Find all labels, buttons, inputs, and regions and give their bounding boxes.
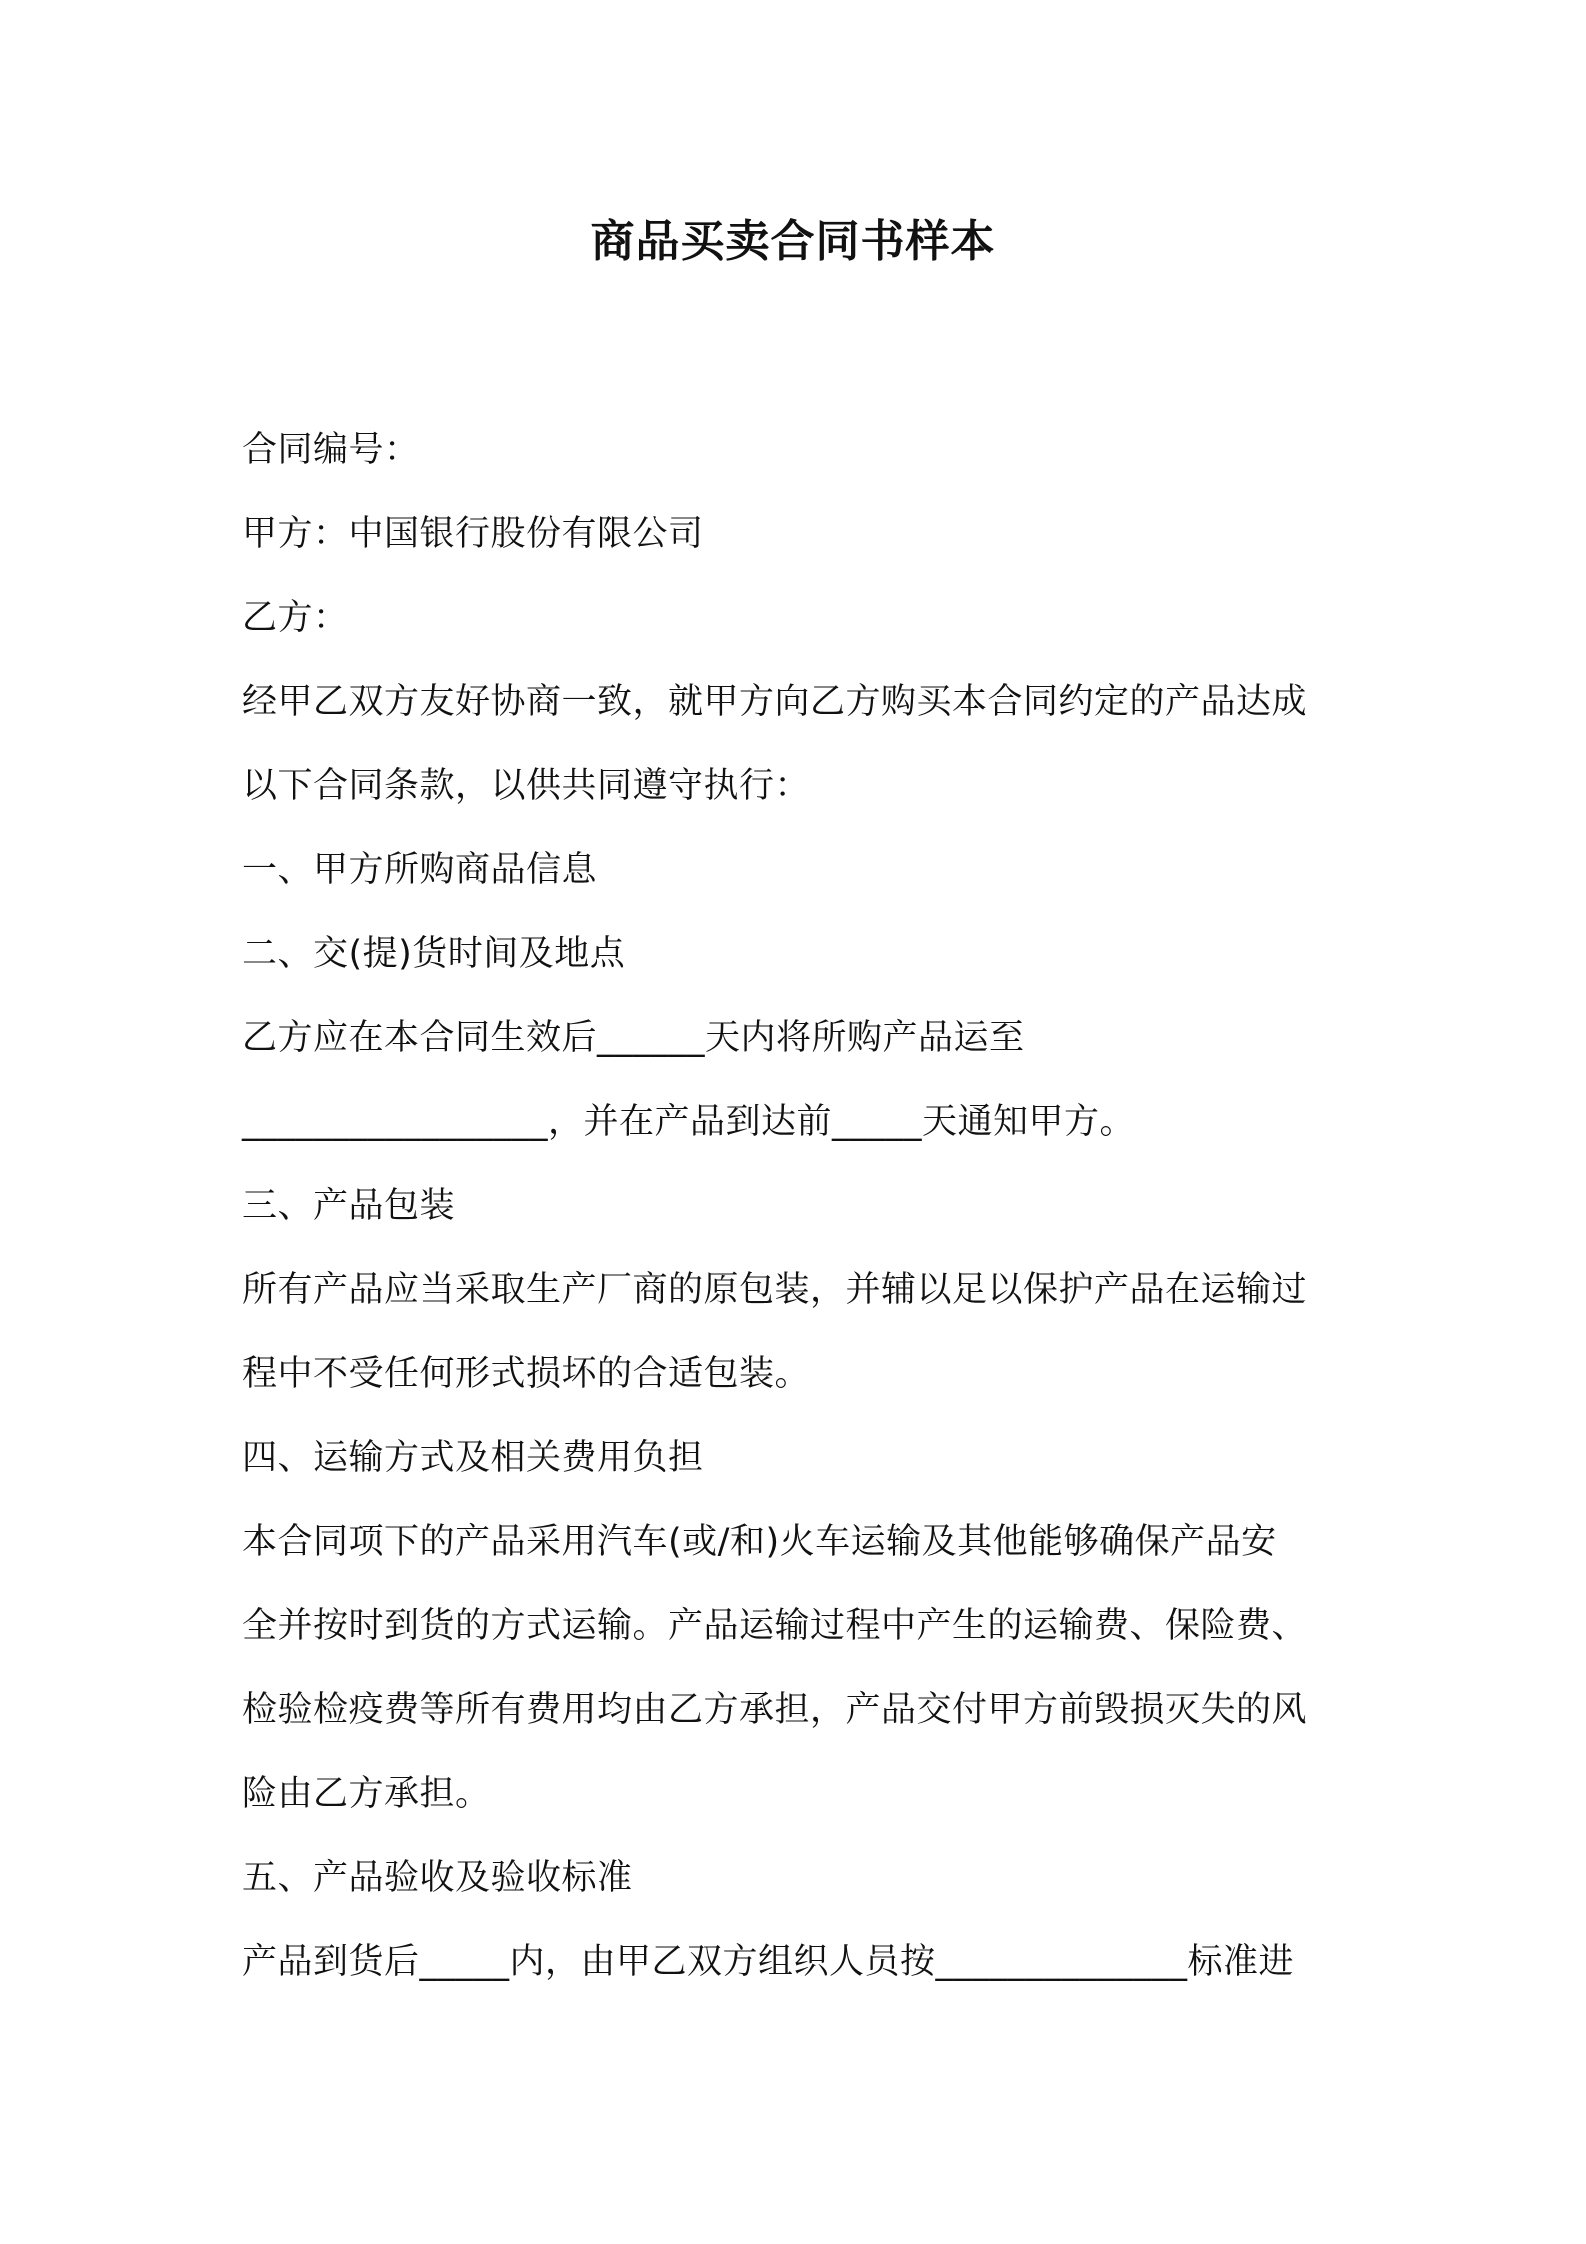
party-b-line: 乙方： xyxy=(242,598,349,638)
section-5-heading: 五、产品验收及验收标准 xyxy=(242,1858,633,1898)
preamble-line-2: 以下合同条款，以供共同遵守执行： xyxy=(242,766,811,806)
preamble-line-1: 经甲乙双方友好协商一致，就甲方向乙方购买本合同约定的产品达成 xyxy=(242,682,1308,722)
section-5-line-1: 产品到货后_____内，由甲乙双方组织人员按______________标准进 xyxy=(242,1942,1295,1982)
section-4-line-2: 全并按时到货的方式运输。产品运输过程中产生的运输费、保险费、 xyxy=(242,1606,1308,1646)
section-1-heading: 一、甲方所购商品信息 xyxy=(242,850,598,890)
section-3-line-2: 程中不受任何形式损坏的合适包装。 xyxy=(242,1354,811,1394)
party-a-line: 甲方：中国银行股份有限公司 xyxy=(242,514,704,554)
section-4-line-3: 检验检疫费等所有费用均由乙方承担，产品交付甲方前毁损灭失的风 xyxy=(242,1690,1308,1730)
section-4-line-1: 本合同项下的产品采用汽车(或/和)火车运输及其他能够确保产品安 xyxy=(242,1522,1277,1562)
section-4-heading: 四、运输方式及相关费用负担 xyxy=(242,1438,704,1478)
section-2-line-2: _________________，并在产品到达前_____天通知甲方。 xyxy=(242,1102,1136,1142)
document-title: 商品买卖合同书样本 xyxy=(590,216,996,267)
section-3-line-1: 所有产品应当采取生产厂商的原包装，并辅以足以保护产品在运输过 xyxy=(242,1270,1308,1310)
section-3-heading: 三、产品包装 xyxy=(242,1186,456,1226)
section-2-heading: 二、交(提)货时间及地点 xyxy=(242,934,626,974)
contract-number-line: 合同编号： xyxy=(242,430,420,470)
section-4-line-4: 险由乙方承担。 xyxy=(242,1774,491,1814)
document-body xyxy=(242,408,1362,2004)
section-2-line-1: 乙方应在本合同生效后______天内将所购产品运至 xyxy=(242,1018,1025,1058)
